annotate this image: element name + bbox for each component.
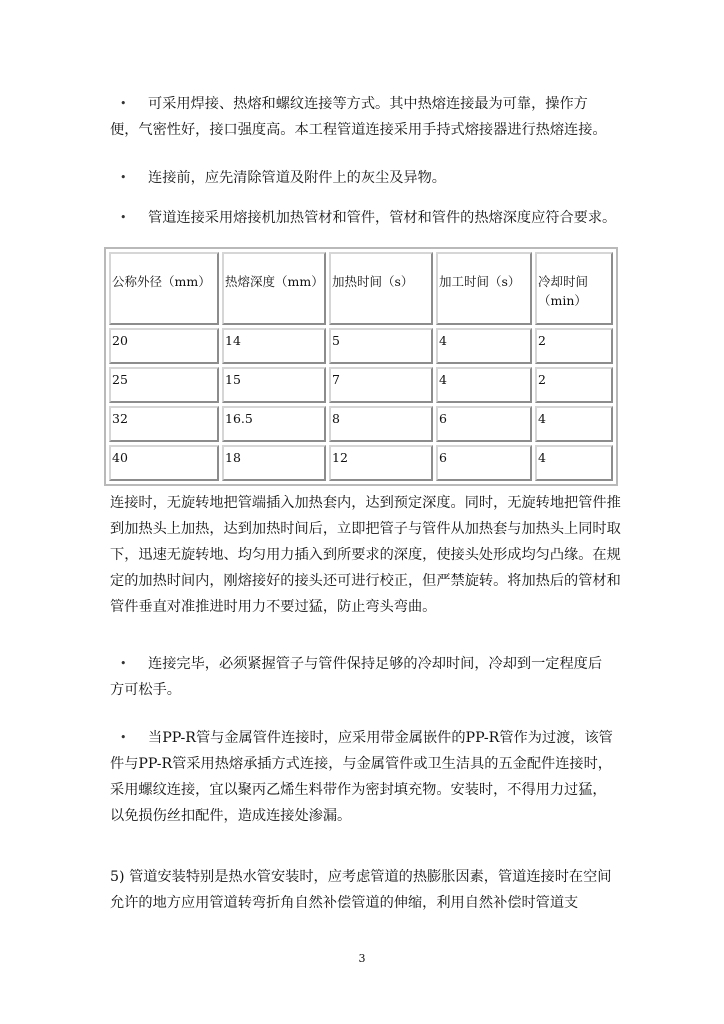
page-number: 3 [358,952,366,965]
table-row [109,406,613,442]
bullet-icon [110,725,148,751]
paragraph-metal-fitting: •当PP-R管与金属管件连接时，应采用带金属嵌件的PP-R管作为过渡，该管件与PP-R管采用热熔承插方式连接，与金属管件或卫生洁具的五金配件连接时，采用螺纹连接，宜以聚丙乙烯生料带作为密封填充物。安装时，不得用力过猛，以免损伤丝扣配件，造成连接处渗漏。 [110,725,616,829]
table-cell: 15 [222,367,326,403]
table-cell: 6 [436,406,532,442]
table-cell: 4 [436,328,532,364]
table-row [109,328,613,364]
paragraph-fusion-depth: •管道连接采用熔接机加热管材和管件，管材和管件的热熔深度应符合要求。 [110,205,630,231]
paragraph-cleaning: •连接前，应先清除管道及附件上的灰尘及异物。 [110,165,616,191]
table-header-row [109,252,613,325]
table-cell: 14 [222,328,326,364]
table-cell: 4 [535,445,613,481]
table-cell: 32 [109,406,219,442]
bullet-icon [110,205,148,231]
table-cell: 40 [109,445,219,481]
table-header-cell: 加热时间（s） [329,252,433,325]
table-cell: 25 [109,367,219,403]
table-row [109,367,613,403]
table-header-cell: 冷却时间（min） [535,252,613,325]
bullet-icon [110,651,148,677]
bullet-icon [110,91,148,117]
table-cell: 5 [329,328,433,364]
paragraph-connection-procedure: 连接时，无旋转地把管端插入加热套内，达到预定深度。同时，无旋转地把管件推到加热头上加热，达到加热时间后，立即把管子与管件从加热套与加热头上同时取下，迅速无旋转地、均匀用力插入到所要求的深度，使接头处形成均匀凸缘。在规定的加热时间内，刚熔接好的接头还可进行校正，但严禁旋转。将加热后的管材和管件垂直对准推进时用力不要过猛，防止弯头弯曲。 [110,495,621,615]
paragraph-cooling: •连接完毕，必须紧握管子与管件保持足够的冷却时间，冷却到一定程度后方可松手。 [110,651,616,703]
paragraph-thermal-expansion: 5) 管道安装特别是热水管安装时，应考虑管道的热膨胀因素，管道连接时在空间允许的地方应用管道转弯折角自然补偿管道的伸缩，利用自然补偿时管道支 [110,869,612,911]
table-cell: 18 [222,445,326,481]
table-cell: 4 [535,406,613,442]
table-cell: 6 [436,445,532,481]
table-cell: 20 [109,328,219,364]
paragraph-welding-methods: •可采用焊接、热熔和螺纹连接等方式。其中热熔连接最为可靠，操作方便，气密性好，接口强度高。本工程管道连接采用手持式熔接器进行热熔连接。 [110,91,616,143]
table-row [109,445,613,481]
fusion-parameters-table [104,247,618,486]
bullet-icon [110,165,148,191]
table-cell: 4 [436,367,532,403]
table-header-cell: 加工时间（s） [436,252,532,325]
table-header-cell: 公称外径（mm） [109,252,219,325]
table-cell: 2 [535,367,613,403]
table-cell: 2 [535,328,613,364]
table-cell: 12 [329,445,433,481]
table-cell: 7 [329,367,433,403]
table-header-cell: 热熔深度（mm） [222,252,326,325]
table-cell: 16.5 [222,406,326,442]
table-cell: 8 [329,406,433,442]
